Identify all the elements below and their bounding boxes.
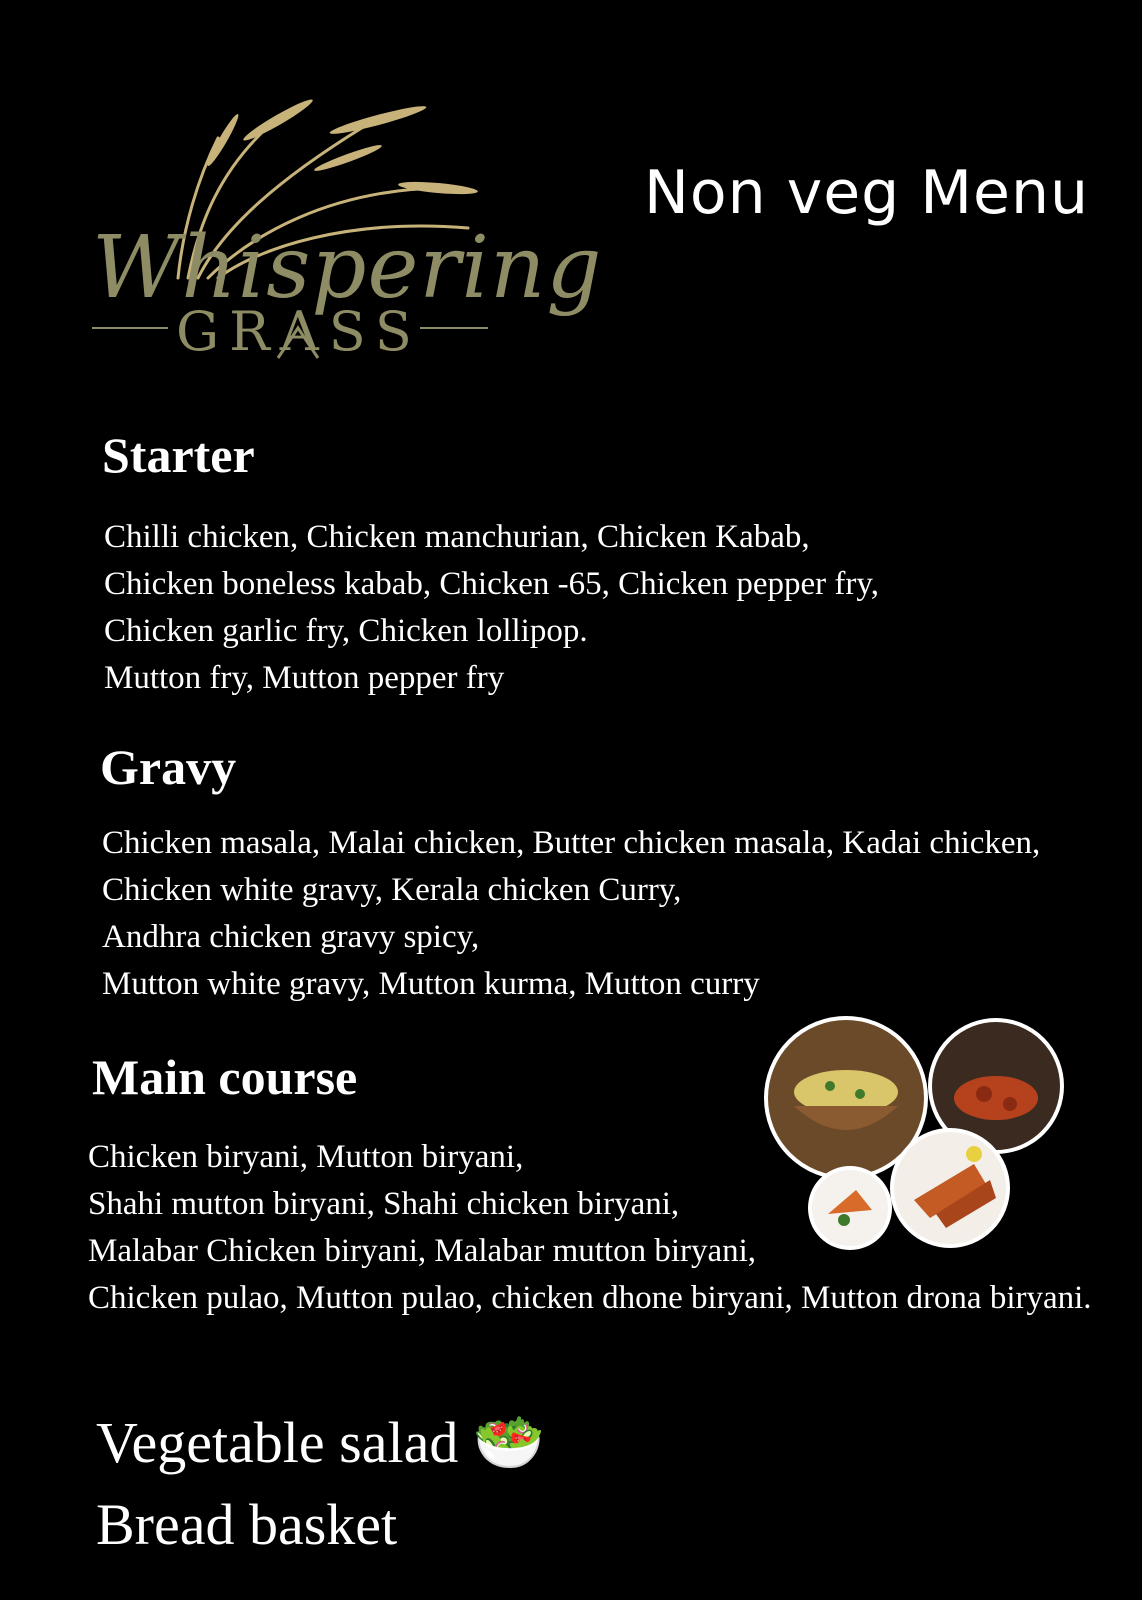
- menu-line: Andhra chicken gravy spicy,: [102, 919, 480, 955]
- section-items-gravy: [102, 820, 1040, 1008]
- menu-line: Chicken pulao, Mutton pulao, chicken dhone biryani, Mutton drona biryani.: [88, 1280, 1092, 1316]
- menu-line: Mutton fry, Mutton pepper fry: [104, 660, 505, 696]
- food-collage: [760, 1014, 1064, 1250]
- logo-script-text: Whispering: [92, 218, 603, 318]
- section-title-main-course: Main course: [92, 1049, 358, 1105]
- menu-line: Chicken biryani, Mutton biryani,: [88, 1139, 524, 1175]
- section-title-starter: Starter: [102, 427, 255, 483]
- menu-line: Mutton white gravy, Mutton kurma, Mutton curry: [102, 966, 760, 1002]
- logo-wordmark: GRASS: [176, 300, 422, 363]
- menu-line: Chilli chicken, Chicken manchurian, Chicken Kabab,: [104, 519, 810, 555]
- logo: [48, 78, 603, 378]
- menu-title: Non veg Menu: [644, 158, 1090, 228]
- menu-line: Chicken boneless kabab, Chicken -65, Chicken pepper fry,: [104, 566, 879, 602]
- menu-line: Chicken garlic fry, Chicken lollipop.: [104, 613, 588, 649]
- section-title-gravy: Gravy: [100, 739, 237, 795]
- extra-vegetable-salad: Vegetable salad 🥗: [96, 1410, 546, 1475]
- menu-line: Chicken masala, Malai chicken, Butter chicken masala, Kadai chicken,: [102, 825, 1041, 861]
- menu-line: Shahi mutton biryani, Shahi chicken biryani,: [88, 1186, 680, 1222]
- extra-bread-basket: Bread basket: [96, 1492, 398, 1557]
- menu-line: Chicken white gravy, Kerala chicken Curry,: [102, 872, 682, 908]
- food-photo-collage-icon: [760, 1014, 1064, 1250]
- menu-line: Malabar Chicken biryani, Malabar mutton biryani,: [88, 1233, 757, 1269]
- extras: [96, 1402, 545, 1566]
- section-items-starter: [104, 514, 879, 702]
